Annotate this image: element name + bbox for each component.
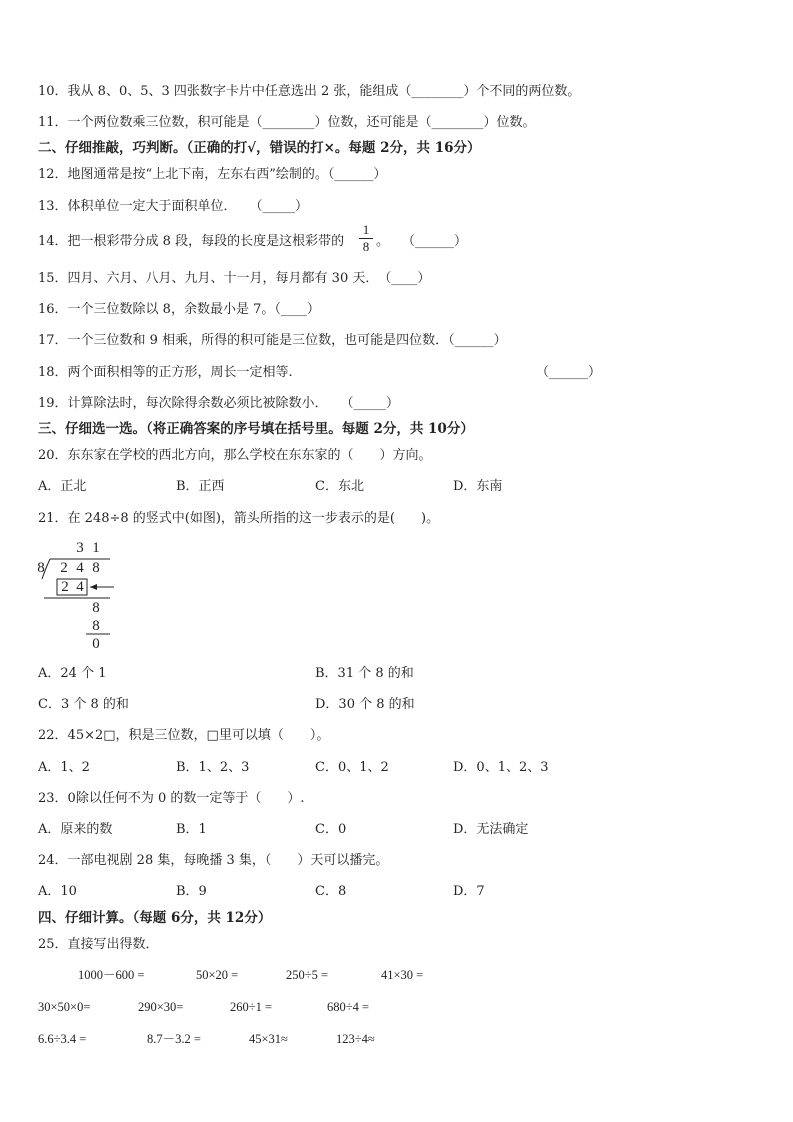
question-11: 11．一个两位数乘三位数，积可能是（________）位数，还可能是（________）位数。 [38, 115, 536, 130]
calc-item: 8.7－3.2 = [147, 1032, 201, 1046]
calc-item: 6.6÷3.4 = [38, 1032, 87, 1046]
question-13: 13．体积单位一定大于面积单位． （_____） [38, 199, 309, 214]
remainder-line: 8 [92, 600, 100, 616]
q21-option-b: B．31 个 8 的和 [315, 666, 414, 681]
calc-item: 45×31≈ [249, 1032, 288, 1046]
section-3-heading: 三、仔细选一选。（将正确答案的序号填在括号里。每题 2分，共 10分） [38, 421, 474, 437]
q21-option-a: A．24 个 1 [38, 666, 107, 681]
question-20: 20．东东家在学校的西北方向，那么学校在东东家的（ ）方向。 [38, 448, 432, 463]
calc-item: 290×30= [138, 1000, 184, 1014]
calc-item: 250÷5 = [286, 968, 329, 982]
q20-option-b: B．正西 [176, 479, 225, 494]
question-12: 12．地图通常是按“上北下南，左东右西”绘制的。（______） [38, 167, 387, 182]
q21-option-c: C．3 个 8 的和 [38, 697, 129, 712]
q22-option-c: C．0、1、2 [315, 760, 389, 775]
result-line: 0 [92, 636, 100, 652]
q24-option-d: D．7 [453, 884, 485, 899]
q22-option-a: A．1、2 [38, 760, 90, 775]
q24-option-b: B．9 [176, 884, 207, 899]
q22-option-b: B．1、2、3 [176, 760, 250, 775]
step1-digit-2: 4 [76, 579, 84, 595]
question-23: 23．0除以任何不为 0 的数一定等于（ ）. [38, 791, 305, 806]
question-24: 24．一部电视剧 28 集，每晚播 3 集，（ ）天可以播完。 [38, 853, 389, 868]
divisor: 8 [37, 560, 45, 576]
q24-option-c: C．8 [315, 884, 347, 899]
question-18: 18．两个面积相等的正方形，周长一定相等. [38, 365, 293, 380]
arrow-icon [90, 584, 97, 590]
section-4-heading: 四、仔细计算。（每题 6分，共 12分） [38, 910, 272, 926]
question-21: 21．在 248÷8 的竖式中(如图)，箭头所指的这一步表示的是( )。 [38, 511, 440, 526]
question-19: 19．计算除法时，每次除得余数必须比被除数小． （_____） [38, 396, 400, 411]
question-16: 16．一个三位数除以 8，余数最小是 7。（____） [38, 302, 320, 317]
dividend-digit-1: 2 [60, 560, 68, 576]
q20-option-c: C．东北 [315, 479, 364, 494]
step1-digit-1: 2 [61, 579, 69, 595]
step2-line: 8 [92, 618, 100, 634]
section-2-heading: 二、仔细推敲，巧判断。（正确的打√，错误的打×。每题 2分，共 16分） [38, 140, 481, 156]
q20-option-d: D．东南 [453, 479, 503, 494]
q22-option-d: D．0、1、2、3 [453, 760, 549, 775]
calc-item: 1000－600 = [78, 968, 145, 982]
q23-option-b: B．1 [176, 822, 207, 837]
question-14-fraction [359, 223, 373, 254]
fraction-denominator: 8 [362, 239, 370, 254]
long-division-figure [30, 535, 120, 655]
question-14: 14．把一根彩带分成 8 段，每段的长度是这根彩带的 [38, 234, 345, 249]
calc-item: 123÷4≈ [336, 1032, 375, 1046]
calc-item: 30×50×0= [38, 1000, 91, 1014]
question-15: 15．四月、六月、八月、九月、十一月，每月都有 30 天． （____） [38, 271, 431, 286]
calc-item: 260÷1 = [230, 1000, 273, 1014]
fraction-numerator: 1 [362, 222, 370, 237]
q23-option-d: D．无法确定 [453, 822, 529, 837]
q20-option-a: A．正北 [38, 479, 87, 494]
calc-item: 41×30 = [381, 968, 424, 982]
question-14-tail: 。 （______） [376, 234, 468, 249]
q24-option-a: A．10 [38, 884, 77, 899]
question-10: 10．我从 8、0、5、3 四张数字卡片中任意选出 2 张，能组成（________）个不同的两位数。 [38, 84, 581, 99]
question-25: 25．直接写出得数． [38, 937, 159, 952]
quotient-digit-1: 3 [76, 540, 84, 556]
q23-option-c: C．0 [315, 822, 347, 837]
dividend-digit-2: 4 [76, 560, 84, 576]
quotient-digit-2: 1 [92, 540, 100, 556]
question-18-blank: （______） [536, 365, 602, 380]
calc-item: 680÷4 = [327, 1000, 370, 1014]
q23-option-a: A．原来的数 [38, 822, 113, 837]
question-17: 17．一个三位数和 9 相乘，所得的积可能是三位数，也可能是四位数．（______） [38, 333, 507, 348]
dividend-digit-3: 8 [92, 560, 100, 576]
question-22: 22．45×2□，积是三位数，□里可以填（ ）。 [38, 728, 330, 743]
calc-item: 50×20 = [196, 968, 239, 982]
q21-option-d: D．30 个 8 的和 [315, 697, 415, 712]
